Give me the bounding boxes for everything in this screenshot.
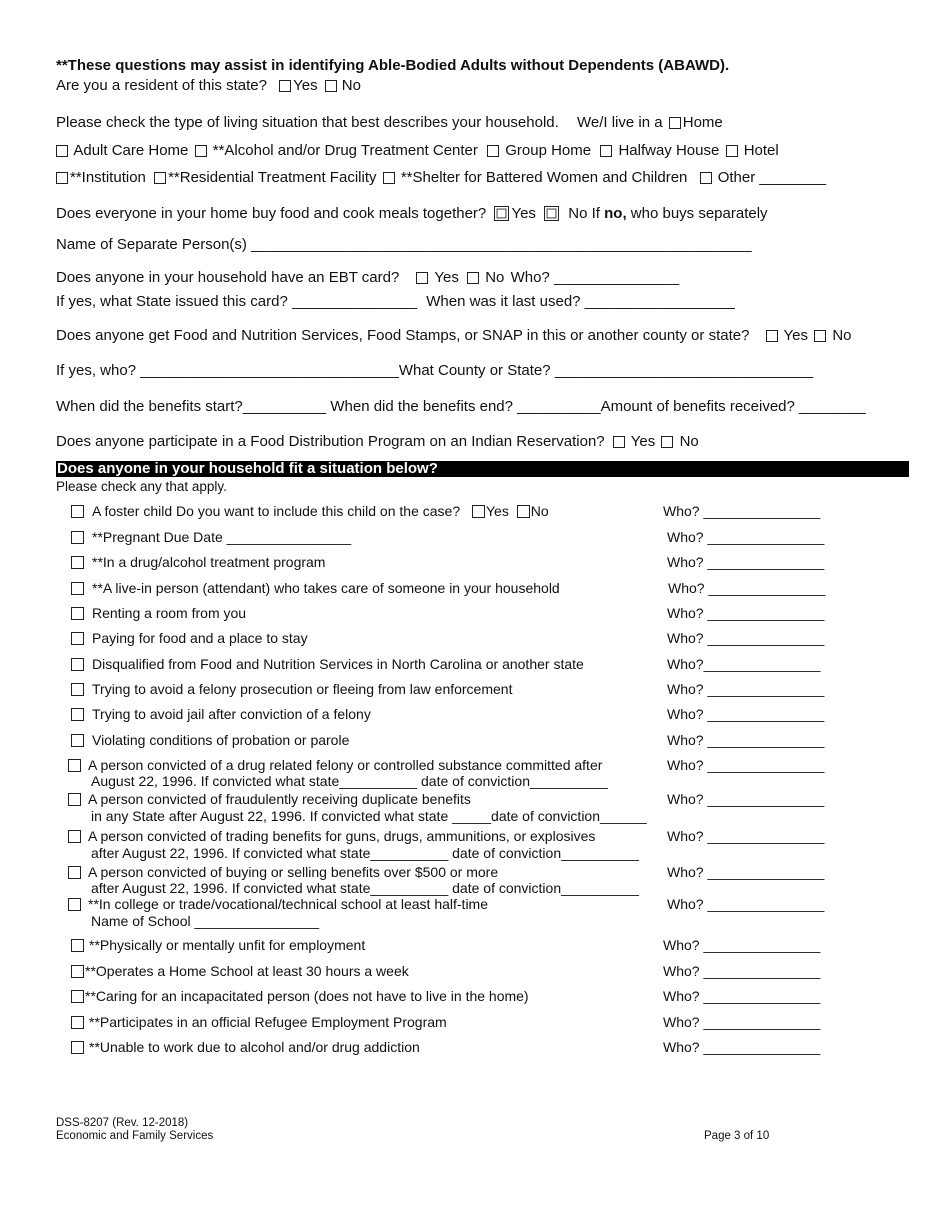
indian-no-label: No (679, 433, 699, 450)
conviction-row (68, 828, 595, 844)
living-home-label: Home (682, 114, 723, 131)
halfway-house-checkbox[interactable] (600, 145, 612, 157)
situation-row (71, 529, 351, 545)
school-label: **In college or trade/vocational/technical school at least half-time (88, 896, 488, 912)
resident-question: Are you a resident of this state? (56, 77, 267, 94)
situation-checkbox[interactable] (71, 658, 84, 671)
living-options-row2 (56, 169, 826, 187)
school-name-field[interactable]: Name of School ________________ (91, 913, 320, 929)
hotel-checkbox[interactable] (726, 145, 738, 157)
extra-checkbox[interactable] (71, 1016, 84, 1029)
extra-row (71, 963, 409, 979)
shelter-label: **Shelter for Battered Women and Children (400, 169, 688, 186)
department-name: Economic and Family Services (56, 1130, 214, 1142)
ebt-no-label: No (485, 269, 505, 286)
foster-yes-label: Yes (486, 503, 509, 519)
situation-label: Renting a room from you (92, 605, 247, 621)
situation-row (71, 681, 512, 697)
residential-treatment-label: **Residential Treatment Facility (168, 169, 377, 186)
extra-label: **Physically or mentally unfit for employment (89, 937, 366, 953)
snap-no-label: No (832, 327, 852, 344)
conviction-who-field[interactable]: Who? _______________ (667, 864, 825, 880)
situation-checkbox[interactable] (71, 632, 84, 645)
extra-who-field[interactable]: Who? _______________ (663, 988, 821, 1004)
living-question-row (56, 114, 723, 132)
extra-checkbox[interactable] (71, 965, 84, 978)
ebt-state-field[interactable]: If yes, what State issued this card? _______________ (56, 293, 418, 310)
conviction-row (68, 757, 602, 773)
meals-no-label: No If (568, 205, 605, 222)
extra-checkbox[interactable] (71, 990, 84, 1003)
snap-who-row (56, 362, 813, 380)
snap-question: Does anyone get Food and Nutrition Services, Food Stamps, or SNAP in this or another county or state? (56, 327, 750, 344)
ebt-question: Does anyone in your household have an EBT card? (56, 269, 400, 286)
meals-no-post: who buys separately (626, 205, 768, 222)
conviction-who-field[interactable]: Who? _______________ (667, 828, 825, 844)
situation-who-field[interactable]: Who? _______________ (667, 554, 825, 570)
ebt-no-checkbox[interactable] (467, 272, 479, 284)
form-number: DSS-8207 (Rev. 12-2018) (56, 1117, 189, 1129)
foster-row (71, 503, 549, 519)
ebt-question-row (56, 269, 679, 287)
situation-checkbox[interactable] (71, 531, 84, 544)
conviction-label: A person convicted of fraudulently receiving duplicate benefits (88, 791, 471, 807)
indian-yes-label: Yes (630, 433, 656, 450)
school-row (68, 896, 488, 912)
situation-label: **In a drug/alcohol treatment program (92, 554, 326, 570)
situation-who-field[interactable]: Who? _______________ (668, 580, 826, 596)
indian-question: Does anyone participate in a Food Distribution Program on an Indian Reservation? (56, 433, 605, 450)
resident-yes-checkbox[interactable] (279, 80, 291, 92)
meals-no-checkbox[interactable] (544, 206, 559, 221)
meals-question-row (56, 205, 768, 223)
extra-checkbox[interactable] (71, 939, 84, 952)
situation-row (71, 630, 308, 646)
alcohol-drug-center-label: **Alcohol and/or Drug Treatment Center (212, 142, 478, 159)
situation-checkbox[interactable] (71, 734, 84, 747)
extra-label: **Unable to work due to alcohol and/or drug addiction (89, 1039, 420, 1055)
benefits-dates-field[interactable]: When did the benefits start?__________ When did the benefits end? __________Amount of benefits received? ________ (56, 398, 866, 415)
extra-who-field[interactable]: Who? _______________ (663, 1039, 821, 1055)
situation-who-field[interactable]: Who? _______________ (667, 706, 825, 722)
conviction-who-field[interactable]: Who? _______________ (667, 757, 825, 773)
residential-treatment-checkbox[interactable] (154, 172, 166, 184)
extra-who-field[interactable]: Who? _______________ (663, 937, 821, 953)
snap-yes-label: Yes (783, 327, 808, 344)
indian-question-row (56, 433, 699, 451)
conviction-detail-field[interactable]: after August 22, 1996. If convicted what state__________ date of conviction__________ (91, 845, 639, 861)
situation-label: Trying to avoid a felony prosecution or fleeing from law enforcement (92, 681, 513, 697)
other-living-checkbox[interactable] (700, 172, 712, 184)
extra-label: **Operates a Home School at least 30 hours a week (85, 963, 409, 979)
situation-checkbox[interactable] (71, 556, 84, 569)
situation-row (71, 605, 246, 621)
abawd-note: **These questions may assist in identifying Able-Bodied Adults without Dependents (ABAWD). (56, 57, 730, 74)
halfway-house-label: Halfway House (618, 142, 720, 159)
foster-yes-checkbox[interactable] (472, 505, 485, 518)
extra-checkbox[interactable] (71, 1041, 84, 1054)
meals-yes-checkbox[interactable] (494, 206, 509, 221)
snap-question-row (56, 327, 852, 345)
situation-who-field[interactable]: Who? _______________ (667, 681, 825, 697)
group-home-label: Group Home (505, 142, 592, 159)
hotel-label: Hotel (743, 142, 779, 159)
situation-row (71, 706, 371, 722)
meals-question: Does everyone in your home buy food and cook meals together? (56, 205, 487, 222)
conviction-detail-field[interactable]: in any State after August 22, 1996. If convicted what state _____date of conviction______ (91, 808, 647, 824)
extra-who-field[interactable]: Who? _______________ (663, 1014, 821, 1030)
conviction-label: A person convicted of buying or selling benefits over $500 or more (88, 864, 499, 880)
conviction-checkbox[interactable] (68, 866, 81, 879)
situation-label: Paying for food and a place to stay (92, 630, 308, 646)
snap-no-checkbox[interactable] (814, 330, 826, 342)
extra-label: **Participates in an official Refugee Employment Program (89, 1014, 447, 1030)
situation-checkbox[interactable] (71, 683, 84, 696)
situation-label: **Pregnant Due Date ________________ (92, 529, 352, 545)
page-number: Page 3 of 10 (704, 1130, 770, 1142)
situation-row (71, 580, 560, 596)
situation-label: **A live-in person (attendant) who takes care of someone in your household (92, 580, 560, 596)
extra-who-field[interactable]: Who? _______________ (663, 963, 821, 979)
living-home-checkbox[interactable] (669, 117, 681, 129)
situation-label: Trying to avoid jail after conviction of a felony (92, 706, 371, 722)
ebt-last-used-field[interactable]: When was it last used? __________________ (426, 293, 735, 310)
living-options-row1 (56, 142, 779, 160)
situation-label: Disqualified from Food and Nutrition Services in North Carolina or another state (92, 656, 584, 672)
conviction-label: A person convicted of a drug related felony or controlled substance committed after (88, 757, 603, 773)
situation-row (71, 554, 325, 570)
foster-no-checkbox[interactable] (517, 505, 530, 518)
other-living-label: Other ________ (717, 169, 827, 186)
extra-row (71, 988, 529, 1004)
school-checkbox[interactable] (68, 898, 81, 911)
foster-no-label: No (530, 503, 549, 519)
foster-who-field[interactable]: Who? _______________ (663, 503, 821, 519)
extra-row (71, 937, 365, 953)
we-live-label: We/I live in a (576, 114, 663, 131)
ebt-yes-label: Yes (434, 269, 459, 286)
extra-row (71, 1014, 447, 1030)
situation-checkbox[interactable] (71, 582, 84, 595)
situation-who-field[interactable]: Who? _______________ (667, 732, 825, 748)
snap-who-field[interactable]: If yes, who? _______________________________ (56, 362, 399, 379)
situation-who-field[interactable]: Who? _______________ (667, 630, 825, 646)
resident-no-checkbox[interactable] (325, 80, 337, 92)
situation-who-field[interactable]: Who?_______________ (667, 656, 821, 672)
foster-label: A foster child Do you want to include this child on the case? (92, 503, 461, 519)
group-home-checkbox[interactable] (487, 145, 499, 157)
conviction-detail-field[interactable]: August 22, 1996. If convicted what state__________ date of conviction__________ (91, 773, 608, 789)
living-question: Please check the type of living situation that best describes your household. (56, 114, 559, 131)
situation-who-field[interactable]: Who? _______________ (667, 605, 825, 621)
situation-checkbox[interactable] (71, 708, 84, 721)
conviction-checkbox[interactable] (68, 830, 81, 843)
resident-yes-label: Yes (293, 77, 318, 94)
conviction-row (68, 791, 471, 807)
conviction-checkbox[interactable] (68, 759, 81, 772)
shelter-checkbox[interactable] (383, 172, 395, 184)
meals-yes-label: Yes (511, 205, 536, 222)
meals-no-bold: no, (604, 205, 627, 222)
conviction-who-field[interactable]: Who? _______________ (667, 791, 825, 807)
conviction-checkbox[interactable] (68, 793, 81, 806)
alcohol-drug-center-checkbox[interactable] (195, 145, 207, 157)
indian-yes-checkbox[interactable] (613, 436, 625, 448)
foster-checkbox[interactable] (71, 505, 84, 518)
ebt-state-row (56, 293, 735, 311)
snap-yes-checkbox[interactable] (766, 330, 778, 342)
extra-row (71, 1039, 420, 1055)
situation-label: Violating conditions of probation or parole (92, 732, 350, 748)
resident-question-row (56, 77, 361, 95)
adult-care-home-checkbox[interactable] (56, 145, 68, 157)
ebt-yes-checkbox[interactable] (416, 272, 428, 284)
school-who-field[interactable]: Who? _______________ (667, 896, 825, 912)
indian-no-checkbox[interactable] (661, 436, 673, 448)
snap-county-field[interactable]: What County or State? _______________________________ (398, 362, 814, 379)
conviction-detail-field[interactable]: after August 22, 1996. If convicted what state__________ date of conviction__________ (91, 880, 639, 896)
check-any-note: Please check any that apply. (56, 479, 227, 494)
conviction-row (68, 864, 498, 880)
situation-row (71, 656, 584, 672)
institution-checkbox[interactable] (56, 172, 68, 184)
institution-label: **Institution (70, 169, 146, 186)
situation-who-field[interactable]: Who? _______________ (667, 529, 825, 545)
adult-care-home-label: Adult Care Home (73, 142, 189, 159)
situation-checkbox[interactable] (71, 607, 84, 620)
situation-header: Does anyone in your household fit a situation below? (56, 461, 909, 477)
ebt-who-field[interactable]: Who? _______________ (510, 269, 680, 286)
separate-person-field[interactable]: Name of Separate Person(s) ____________________________________________________________ (56, 236, 752, 253)
resident-no-label: No (341, 77, 361, 94)
situation-row (71, 732, 349, 748)
conviction-label: A person convicted of trading benefits for guns, drugs, ammunitions, or explosives (88, 828, 596, 844)
extra-label: **Caring for an incapacitated person (does not have to live in the home) (85, 988, 529, 1004)
